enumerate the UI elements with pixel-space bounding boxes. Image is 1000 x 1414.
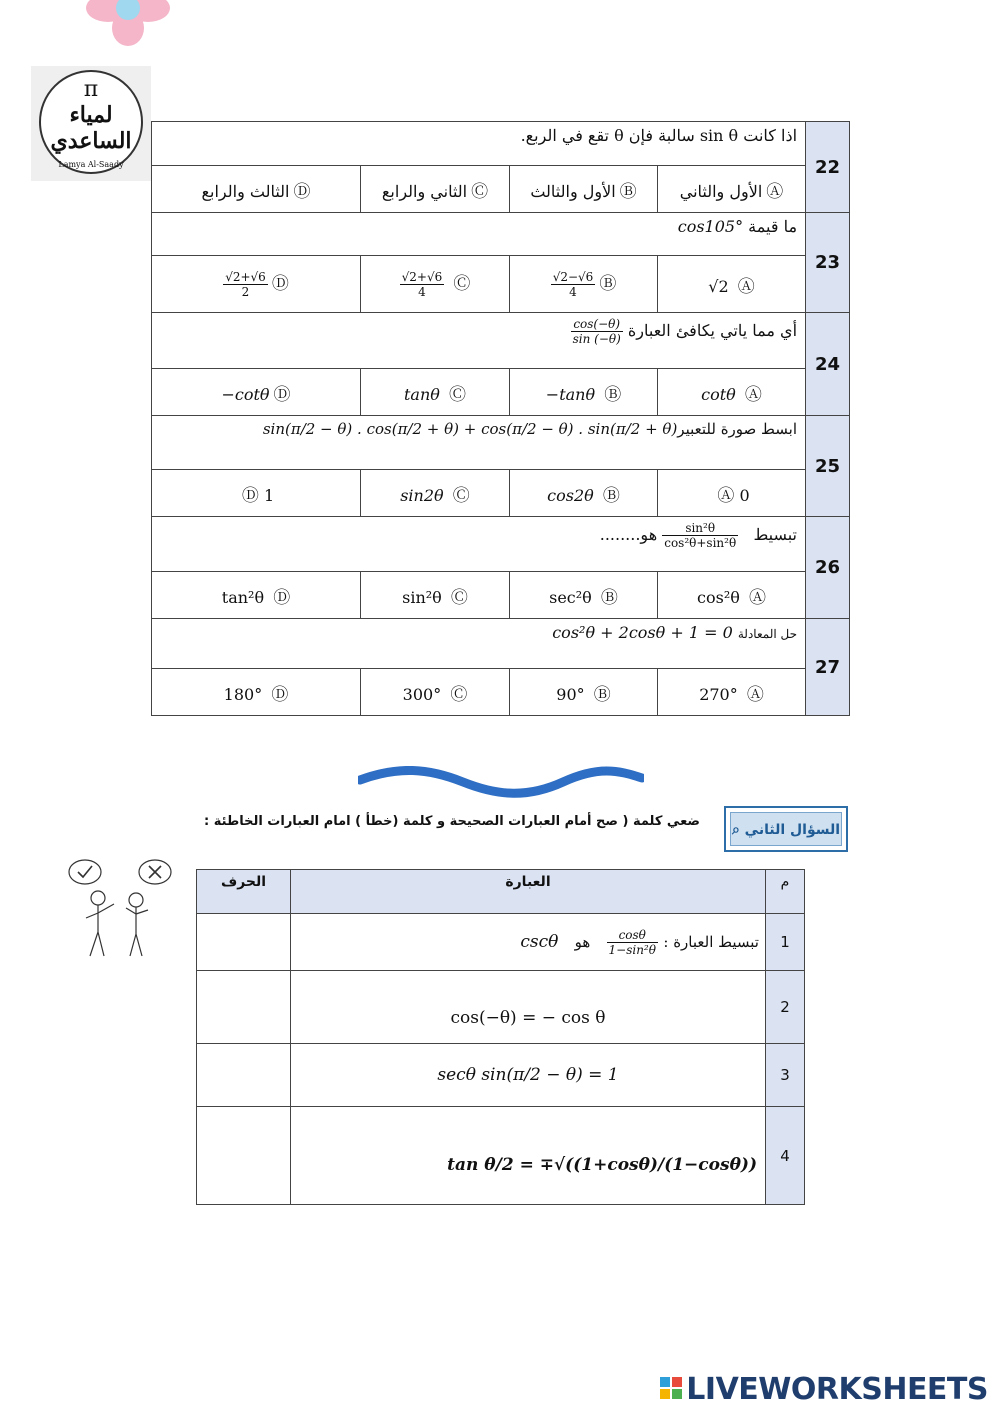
option-b[interactable]: Ⓑالأول والثالث	[510, 166, 658, 213]
section-instruction: ضعي كلمة ( صح أمام العبارات الصحيحة و كلمة (خطأ ) امام العبارات الخاطئة :	[204, 814, 700, 829]
liveworksheets-logo	[660, 1372, 988, 1407]
answer-cell[interactable]	[197, 914, 291, 971]
option-a[interactable]: Ⓐالأول والثاني	[658, 166, 806, 213]
options-row	[152, 166, 850, 213]
wave-divider	[358, 766, 644, 800]
row-number: 4	[766, 1107, 805, 1205]
section-badge	[724, 806, 848, 852]
flower-decoration	[78, 0, 178, 48]
options-row	[152, 470, 850, 517]
row-number: 1	[766, 914, 805, 971]
options-row	[152, 669, 850, 716]
option-a[interactable]: Ⓐ √2	[658, 256, 806, 313]
question-row	[152, 213, 850, 256]
question-text: تبسيط $\frac{\text{sin²θ}}{\text{cos²θ+sin²θ}}$ هو........	[152, 517, 806, 572]
row-number: 2	[766, 971, 805, 1044]
header-answer: الحرف	[197, 870, 291, 914]
option-d[interactable]: Ⓓالثالث والرابع	[152, 166, 361, 213]
logo-pi-symbol: π	[83, 77, 99, 102]
option-a[interactable]: Ⓐ 270°	[658, 669, 806, 716]
options-row	[152, 572, 850, 619]
option-c[interactable]: Ⓒ tanθ	[361, 369, 510, 416]
option-d[interactable]: Ⓓ 1	[152, 470, 361, 517]
question-row	[152, 416, 850, 470]
logo-arabic-name: لمياء الساعدي	[50, 102, 132, 154]
section-badge-label: السؤال الثاني	[744, 822, 841, 838]
question-row	[152, 122, 850, 166]
mcq-table	[151, 121, 850, 716]
table-row	[197, 1107, 805, 1205]
question-row	[152, 313, 850, 369]
question-number: 24	[806, 313, 850, 416]
option-b[interactable]: Ⓑ cos2θ	[510, 470, 658, 517]
option-c[interactable]: Ⓒ sin2θ	[361, 470, 510, 517]
option-b[interactable]: Ⓑ 90°	[510, 669, 658, 716]
header-number: م	[766, 870, 805, 914]
option-a[interactable]: Ⓐ 0	[658, 470, 806, 517]
option-c[interactable]: Ⓒ sin²θ	[361, 572, 510, 619]
check-cross-figures-icon	[66, 858, 176, 962]
question-number: 26	[806, 517, 850, 619]
option-b[interactable]: Ⓑ $\frac{√2-√6}{4}$	[510, 256, 658, 313]
option-d[interactable]: Ⓓ 180°	[152, 669, 361, 716]
statement-cell: secθ sin(π/2 − θ) = 1	[291, 1044, 766, 1107]
table-row	[197, 1044, 805, 1107]
answer-cell[interactable]	[197, 1107, 291, 1205]
question-text: ما قيمة cos105°	[152, 213, 806, 256]
question-row	[152, 517, 850, 572]
option-a[interactable]: Ⓐ cos²θ	[658, 572, 806, 619]
option-d[interactable]: Ⓓ−cotθ	[152, 369, 361, 416]
option-b[interactable]: Ⓑ sec²θ	[510, 572, 658, 619]
table-row	[197, 914, 805, 971]
answer-cell[interactable]	[197, 971, 291, 1044]
options-row	[152, 256, 850, 313]
answer-cell[interactable]	[197, 1044, 291, 1107]
statement-cell: تبسيط العبارة : $\frac{\cos\theta}{\text{1−sin²θ}}$ هو cscθ	[291, 914, 766, 971]
statement-cell: tan θ/2 = ∓√((1+cosθ)/(1−cosθ))	[291, 1107, 766, 1205]
option-d[interactable]: Ⓓ $\frac{√2+√6}{2}$	[152, 256, 361, 313]
search-icon: ⌕	[731, 822, 740, 838]
question-text: ابسط صورة للتعبيرsin(π/2 − θ) . cos(π/2 + θ) + cos(π/2 − θ) . sin(π/2 + θ)	[152, 416, 806, 470]
row-number: 3	[766, 1044, 805, 1107]
table-header	[197, 870, 805, 914]
option-d[interactable]: Ⓓ tan²θ	[152, 572, 361, 619]
option-b[interactable]: Ⓑ −tanθ	[510, 369, 658, 416]
table-row	[197, 971, 805, 1044]
brand-name: LIVEWORKSHEETS	[686, 1372, 988, 1407]
question-number: 27	[806, 619, 850, 716]
logo-english-name: Lamya Al-Saady	[58, 160, 124, 169]
statement-cell: cos(−θ) = − cos θ	[291, 971, 766, 1044]
option-c[interactable]: Ⓒ $\frac{√2+√6}{4}$	[361, 256, 510, 313]
option-c[interactable]: Ⓒالثاني والرابع	[361, 166, 510, 213]
options-row	[152, 369, 850, 416]
question-text: أي مما ياتي يكافئ العبارة $\frac{\cos(-\theta)}{\sin (-\theta)}$	[152, 313, 806, 369]
header-statement: العبارة	[291, 870, 766, 914]
option-a[interactable]: Ⓐ cotθ	[658, 369, 806, 416]
liveworksheets-icon	[660, 1377, 682, 1399]
question-number: 22	[806, 122, 850, 213]
option-c[interactable]: Ⓒ 300°	[361, 669, 510, 716]
question-row	[152, 619, 850, 669]
question-text: اذا كانت sin θ سالبة فإن θ تقع في الربع.	[152, 122, 806, 166]
question-text: حل المعادلة cos²θ + 2cosθ + 1 = 0	[152, 619, 806, 669]
question-number: 23	[806, 213, 850, 313]
author-logo	[31, 66, 151, 181]
true-false-table	[196, 869, 805, 1205]
question-number: 25	[806, 416, 850, 517]
